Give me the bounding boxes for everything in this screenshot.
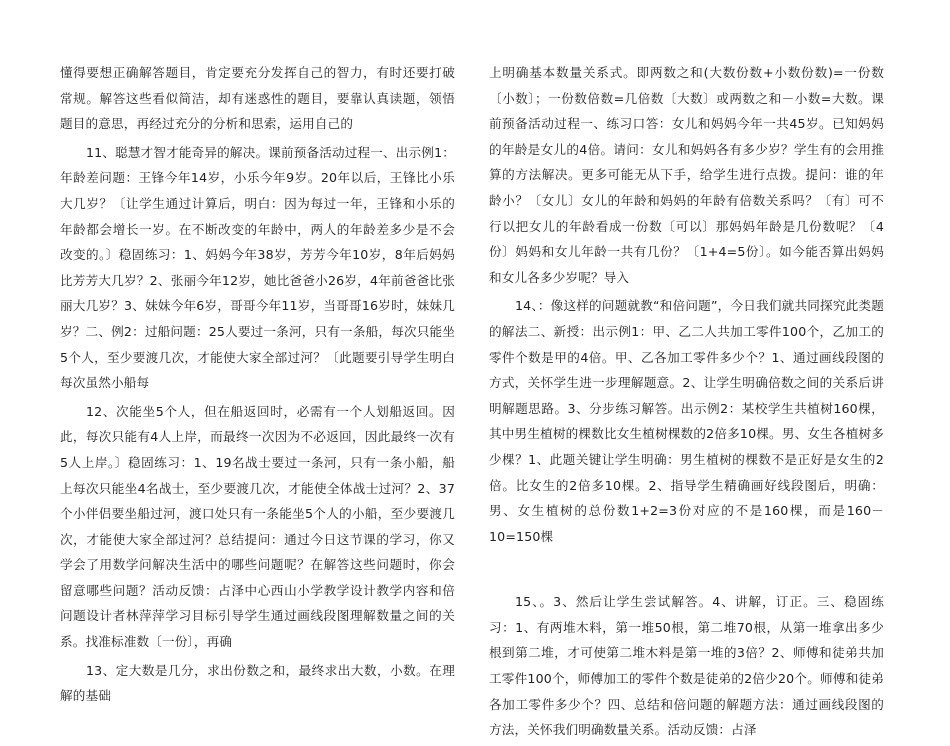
left-paragraph-13: 13、定大数是几分，求出份数之和，最终求出大数，小数。在理解的基础	[60, 662, 455, 704]
right-paragraph-intro: 上明确基本数量关系式。即两数之和(大数份数+小数份数)=一份数〔小数〕；一份数倍数=几倍数〔大数〕或两数之和－小数=大数。课前预备活动过程一、练习口答：女儿和妈妈今年一共45岁。已知妈妈的年龄是女儿的4倍。请问：女儿和妈妈各有多少岁？学生有的会用推算的方法解决。更多可能无从下手，给学生进行点拨。提问：谁的年龄小？〔女儿〕女儿的年龄和妈妈的年龄有倍数关系吗？〔有〕可不行以把女儿的年龄看成一份数〔可以〕那妈妈年龄是几份数呢？〔4份〕妈妈和女儿年龄一共有几份？〔1+4=5份〕。如今能否算出妈妈和女儿各多少岁呢？导入	[489, 65, 884, 285]
right-column	[489, 60, 884, 746]
right-paragraph-15: 15、。3、然后让学生尝试解答。4、讲解，订正。三、稳固练习：1、有两堆木料，第一堆50根，第二堆70根，从第一堆拿出多少根到第二堆，才可使第二堆木料是第一堆的3倍？2、师傅和徒弟共加工零件100个，师傅加工的零件个数是徒弟的2倍少20个。师傅和徒弟各加工零件多少个？四、总结和倍问题的解题方法：通过画线段图的方法，关怀我们明确数量关系。活动反馈：占泽	[489, 594, 884, 738]
left-paragraph-12: 12、次能坐5个人，但在船返回时，必需有一个人划船返回。因此，每次只能有4人上岸，而最终一次因为不必返回，因此最终一次有5人上岸。〕稳固练习：1、19名战士要过一条河，只有一条小船，船上每次只能坐4名战士，至少要渡几次，才能使全体战士过河？2、37个小伴侣要坐船过河，渡口处只有一条能坐5个人的小船，至少要渡几次，才能使大家全部过河？总结提问：通过今日这节课的学习，你又学会了用数学问解决生活中的哪些问题呢？在解答这些问题时，你会留意哪些问题？活动反馈：占泽中心西山小学教学设计教学内容和倍问题设计者林萍萍学习目标引导学生通过画线段图理解数量之间的关系。找准标准数〔一份〕，再确	[60, 403, 455, 650]
left-paragraph-intro: 懂得要想正确解答题目，肯定要充分发挥自己的智力，有时还要打破常规。解答这些看似简洁，却有迷惑性的题目，要靠认真读题，领悟题目的意思，再经过充分的分析和思索，运用自己的	[60, 65, 455, 132]
left-paragraph-11: 11、聪慧才智才能奇异的解决。课前预备活动过程一、出示例1：年龄差问题：王锋今年14岁，小乐今年9岁。20年以后，王锋比小乐大几岁？〔让学生通过计算后，明白：因为每过一年，王锋和小乐的年龄都会增长一岁。在不断改变的年龄中，两人的年龄差多少是不会改变的。〕稳固练习：1、妈妈今年38岁，芳芳今年10岁，8年后妈妈比芳芳大几岁？2、张丽今年12岁，她比爸爸小26岁，4年前爸爸比张丽大几岁？3、妹妹今年6岁，哥哥今年11岁，当哥哥16岁时，妹妹几岁？二、例2：过船问题：25人要过一条河，只有一条船，每次只能坐5个人，至少要渡几次，才能使大家全部过河？〔此题要引导学生明白每次虽然小船每	[60, 144, 455, 391]
right-paragraph-14: 14、：像这样的问题就教“和倍问题”，今日我们就共同探究此类题的解法二、新授：出示例1：甲、乙二人共加工零件100个，乙加工的零件个数是甲的4倍。甲、乙各加工零件多少个？1、通过画线段图的方式，关怀学生进一步理解题意。2、让学生明确倍数之间的关系后讲明解题思路。3、分步练习解答。出示例2：某校学生共植树160棵，其中男生植树的棵数比女生植树棵数的2倍多10棵。男、女生各植树多少棵？1、此题关键让学生明确：男生植树的棵数不是正好是女生的2倍。比女生的2倍多10棵。2、指导学生精确画好线段图后，明确：男、女生植树的总份数1+2=3份对应的不是160棵，而是160－10=150棵	[489, 298, 884, 544]
left-column	[60, 60, 455, 712]
